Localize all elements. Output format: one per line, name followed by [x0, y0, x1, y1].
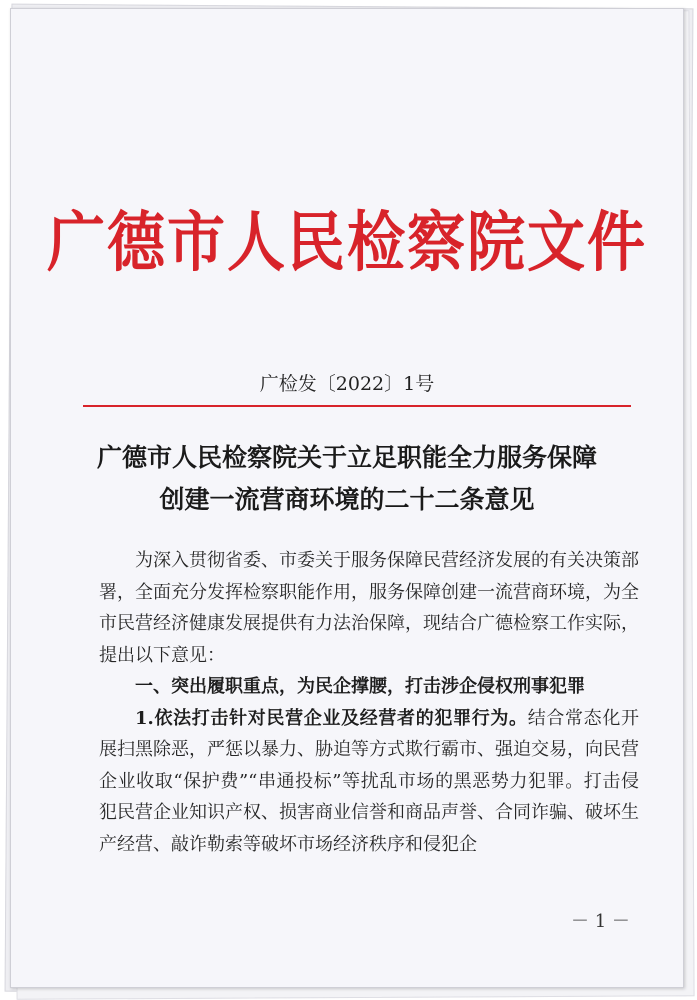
item-1-lead: 1.依法打击针对民营企业及经营者的犯罪行为。 [135, 707, 528, 729]
intro-paragraph: 为深入贯彻省委、市委关于服务保障民营经济发展的有关决策部署，全面充分发挥检察职能作用，服务保障创建一流营商环境，为全市民营经济健康发展提供有力法治保障，现结合广德检察工作实际，提出以下意见： [99, 550, 639, 666]
item-1-text: 结合常态化开展扫黑除恶，严惩以暴力、胁迫等方式欺行霸市、强迫交易，向民营企业收取“保护费”“串通投标”等扰乱市场的黑恶势力犯罪。打击侵犯民营企业知识产权、损害商业信誉和商品声誉、合同诈骗、破坏生产经营、敲诈勒索等破坏市场经济秩序和侵犯企 [99, 707, 639, 855]
document-title [11, 437, 683, 521]
document-number: 广检发〔2022〕1号 [259, 373, 435, 395]
red-divider-line [83, 405, 631, 407]
item-1-paragraph [99, 703, 639, 861]
title-line-1: 广德市人民检察院关于立足职能全力服务保障 [96, 443, 597, 472]
masthead-title: 广德市人民检察院文件 [46, 203, 647, 281]
section-heading-1: 一、突出履职重点，为民企撑腰，打击涉企侵权刑事犯罪 [135, 676, 585, 697]
title-line-2: 创建一流营商环境的二十二条意见 [159, 485, 535, 514]
document-body [99, 545, 639, 860]
page-number: － 1 － [571, 911, 630, 932]
document-page [10, 8, 684, 988]
